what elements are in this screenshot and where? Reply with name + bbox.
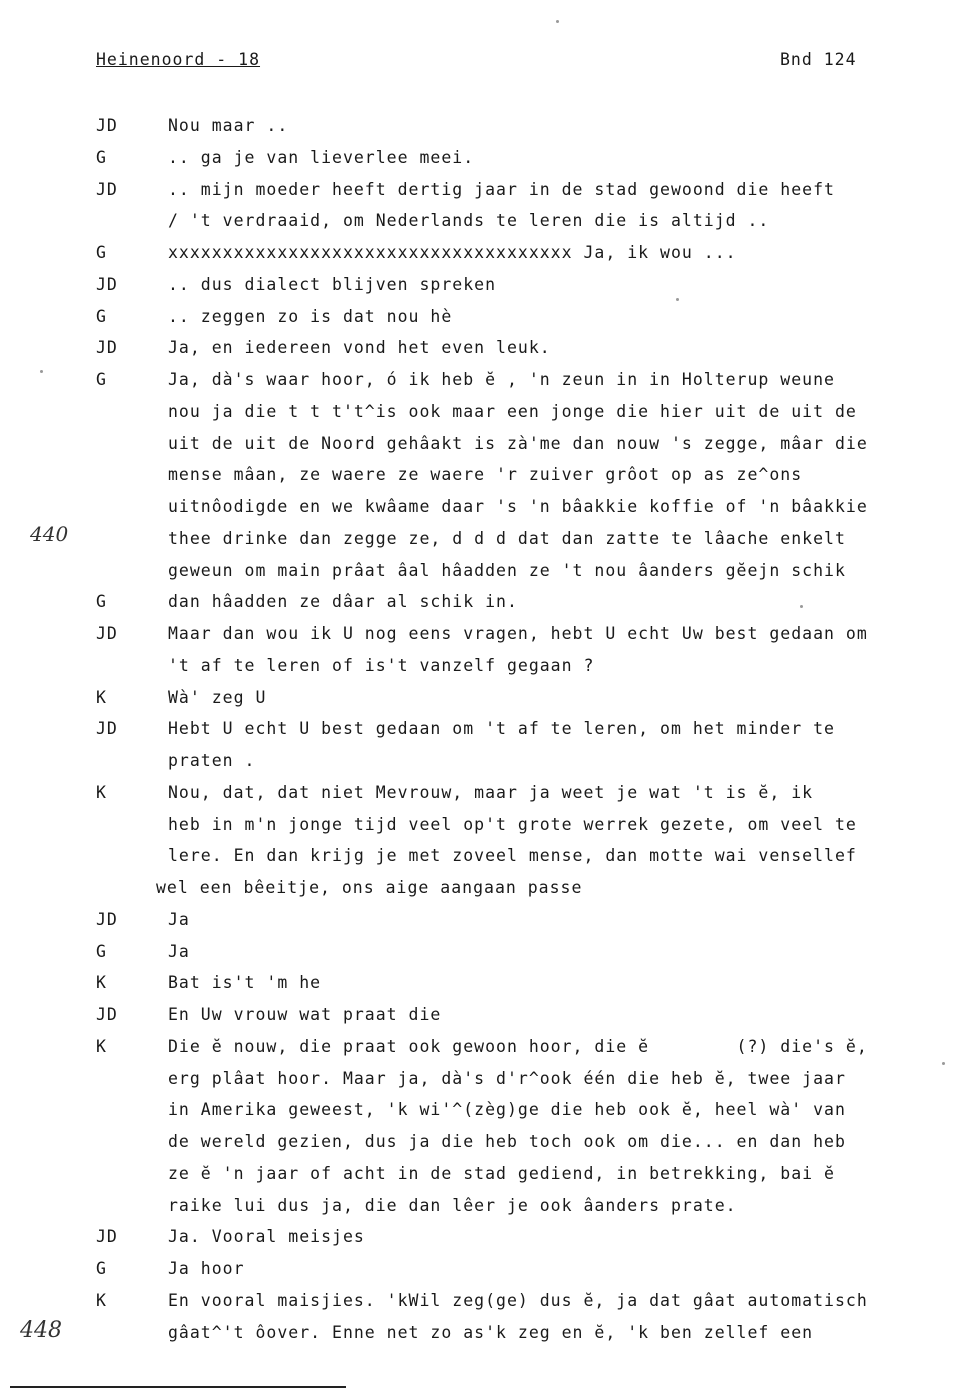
transcript-line xyxy=(0,1164,973,1188)
transcript-line xyxy=(0,1037,973,1061)
margin-note-440: 440 xyxy=(30,522,69,546)
speaker-label: G xyxy=(96,306,107,326)
speaker-label: K xyxy=(96,687,107,707)
line-text: Ja. Vooral meisjes xyxy=(168,1227,365,1247)
transcript-line xyxy=(0,211,973,235)
line-text: .. mijn moeder heeft dertig jaar in de stad gewoond die heeft xyxy=(168,179,835,199)
scan-speck xyxy=(942,1062,945,1065)
transcript-line xyxy=(0,529,973,553)
line-text: Ja hoor xyxy=(168,1259,245,1278)
speaker-label: G xyxy=(96,941,107,961)
speaker-label: K xyxy=(96,1036,107,1056)
speaker-label: JD xyxy=(96,338,118,358)
speaker-label: G xyxy=(96,592,107,612)
line-text: wel een bêeitje, ons aige aangaan passe xyxy=(156,878,583,897)
line-text: En vooral maisjies. 'kWil zeg(ge) dus ĕ, ja dat gâat automatisch xyxy=(168,1290,868,1310)
line-text: Bat is't 'm he xyxy=(168,973,322,993)
line-text: Die ĕ nouw, die praat ook gewoon hoor, die ĕ (?) die's ĕ, xyxy=(168,1036,868,1056)
line-text: lere. En dan krijg je met zoveel mense, dan motte wai vensellef xyxy=(168,846,857,866)
line-text: erg plâat hoor. Maar ja, dà's d'r^ook één die heb ĕ, twee jaar xyxy=(168,1068,846,1088)
scan-speck xyxy=(556,20,559,23)
line-text: .. zeggen zo is dat nou hè xyxy=(168,306,453,326)
line-text: dan hâadden ze dâar al schik in. xyxy=(168,592,518,612)
speaker-label: K xyxy=(96,973,107,993)
transcript-line xyxy=(0,1069,973,1093)
line-text: ze ĕ 'n jaar of acht in de stad gediend, in betrekking, bai ĕ xyxy=(168,1163,835,1183)
transcript-line xyxy=(0,783,973,807)
line-text: .. ga je van lieverlee meei. xyxy=(168,147,475,167)
line-text: heb in m'n jonge tijd veel op't grote werrek gezete, om veel te xyxy=(168,814,857,834)
scan-speck xyxy=(40,370,43,373)
line-text: xxxxxxxxxxxxxxxxxxxxxxxxxxxxxxxxxxxxx Ja, ik wou ... xyxy=(168,243,737,262)
transcript-line xyxy=(0,243,973,267)
transcript-line xyxy=(0,624,973,648)
speaker-label: G xyxy=(96,370,107,389)
transcript-line xyxy=(0,973,973,997)
scan-speck xyxy=(800,605,803,608)
transcript-line xyxy=(0,1227,973,1251)
transcript-line xyxy=(0,180,973,204)
speaker-label: JD xyxy=(96,179,118,199)
speaker-label: JD xyxy=(96,909,118,929)
transcript-line xyxy=(0,1196,973,1220)
transcript-line xyxy=(0,116,973,140)
tape-number: Bnd 124 xyxy=(780,50,857,69)
speaker-label: JD xyxy=(96,274,118,294)
line-text: Ja xyxy=(168,909,190,929)
line-text: mense mâan, ze waere ze waere 'r zuiver grôot op as ze^ons xyxy=(168,465,803,485)
speaker-label: JD xyxy=(96,1005,118,1024)
line-text: / 't verdraaid, om Nederlands te leren die is altijd .. xyxy=(168,211,770,231)
transcript-line xyxy=(0,497,973,521)
transcript-line xyxy=(0,434,973,458)
transcript-line xyxy=(0,942,973,966)
transcript-line xyxy=(0,370,973,394)
line-text: Hebt U echt U best gedaan om 't af te leren, om het minder te xyxy=(168,719,835,739)
speaker-label: K xyxy=(96,1290,107,1310)
line-text: de wereld gezien, dus ja die heb toch ook om die... en dan heb xyxy=(168,1132,846,1151)
transcript-line xyxy=(0,338,973,362)
scan-speck xyxy=(676,298,679,301)
transcript-line xyxy=(0,815,973,839)
transcript-line xyxy=(0,275,973,299)
line-text: Maar dan wou ik U nog eens vragen, hebt U echt Uw best gedaan om xyxy=(168,624,868,643)
line-text: uit de uit de Noord gehâakt is zà'me dan nouw 's zegge, mâar die xyxy=(168,433,868,453)
transcript-line xyxy=(0,688,973,712)
line-text: Wà' zeg U xyxy=(168,687,267,707)
transcript-line xyxy=(0,1005,973,1029)
line-text: Ja, en iedereen vond het even leuk. xyxy=(168,338,551,358)
bottom-rule xyxy=(10,1386,346,1388)
line-text: Nou maar .. xyxy=(168,116,289,135)
line-text: Ja, dà's waar hoor, ó ik heb ĕ , 'n zeun in in Holterup weune xyxy=(168,370,835,389)
transcript-line xyxy=(0,1259,973,1283)
line-text: thee drinke dan zegge ze, d d d dat dan zatte te lâache enkelt xyxy=(168,528,846,548)
line-text: raike lui dus ja, die dan lêer je ook âanders prate. xyxy=(168,1195,737,1215)
speaker-label: G xyxy=(96,147,107,167)
transcript-line xyxy=(0,910,973,934)
line-text: Ja xyxy=(168,941,190,961)
transcript-line xyxy=(0,1291,973,1315)
speaker-label: K xyxy=(96,782,107,802)
speaker-label: JD xyxy=(96,1227,118,1247)
transcript-line xyxy=(0,878,973,902)
transcript-line xyxy=(0,148,973,172)
line-text: in Amerika geweest, 'k wi'^(zèg)ge die heb ook ĕ, heel wà' van xyxy=(168,1100,846,1120)
transcript-line xyxy=(0,465,973,489)
transcript-line xyxy=(0,719,973,743)
transcript-line xyxy=(0,561,973,585)
line-text: gâat^'t ôover. Enne net zo as'k zeg en ĕ, 'k ben zellef een xyxy=(168,1322,814,1342)
speaker-label: JD xyxy=(96,624,118,643)
margin-note-448: 448 xyxy=(20,1318,62,1343)
line-text: Nou, dat, dat niet Mevrouw, maar ja weet je wat 't is ĕ, ik xyxy=(168,782,814,802)
transcript-line xyxy=(0,1323,973,1347)
transcript-line xyxy=(0,402,973,426)
transcript-line xyxy=(0,592,973,616)
transcript-line xyxy=(0,751,973,775)
speaker-label: G xyxy=(96,1259,107,1278)
speaker-label: JD xyxy=(96,116,118,135)
line-text: .. dus dialect blijven spreken xyxy=(168,274,497,294)
line-text: En Uw vrouw wat praat die xyxy=(168,1005,442,1024)
transcript-line xyxy=(0,846,973,870)
line-text: geweun om main prâat âal hâadden ze 't nou âanders gĕejn schik xyxy=(168,560,846,580)
transcript-line xyxy=(0,1100,973,1124)
line-text: praten . xyxy=(168,751,256,770)
transcript-line xyxy=(0,1132,973,1156)
line-text: uitnôodigde en we kwâame daar 's 'n bâakkie koffie of 'n bâakkie xyxy=(168,497,868,516)
transcript-line xyxy=(0,656,973,680)
speaker-label: JD xyxy=(96,719,118,739)
page-header-title: Heinenoord - 18 xyxy=(96,50,261,69)
line-text: 't af te leren of is't vanzelf gegaan ? xyxy=(168,655,595,675)
transcript-line xyxy=(0,307,973,331)
speaker-label: G xyxy=(96,243,107,262)
line-text: nou ja die t t t't^is ook maar een jonge die hier uit de uit de xyxy=(168,401,857,421)
